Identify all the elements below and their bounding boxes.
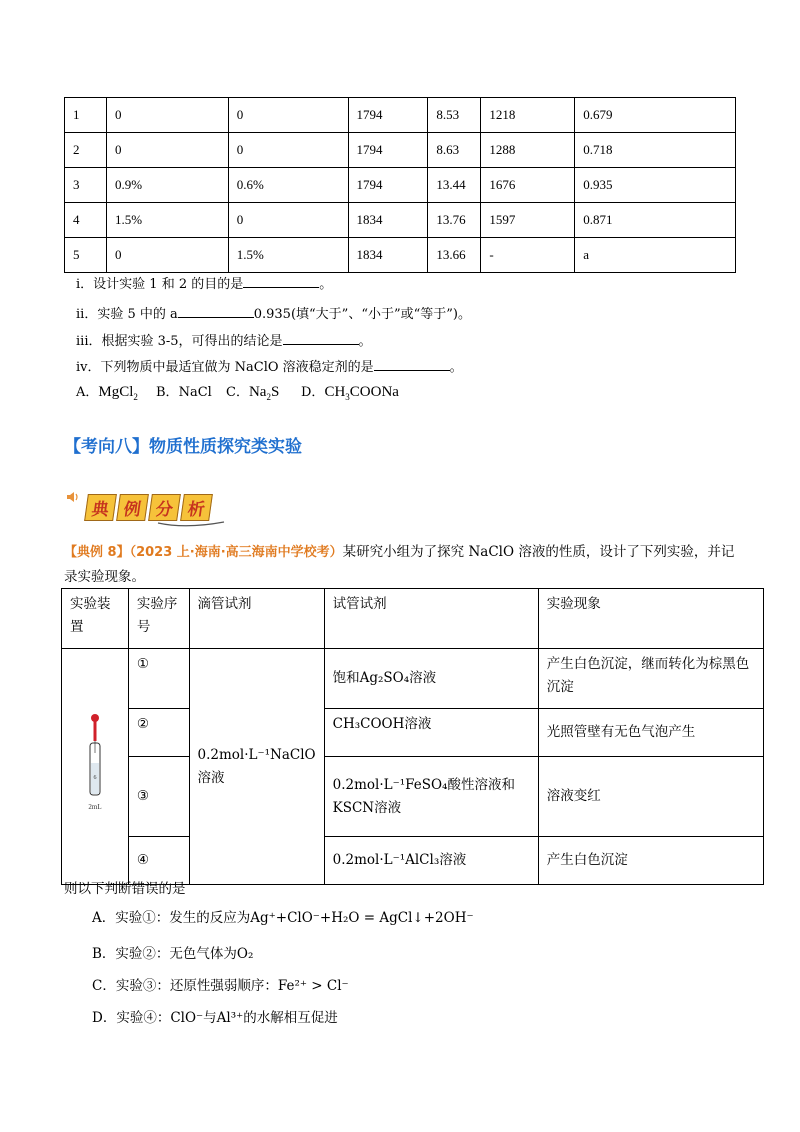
table-row [65,98,736,133]
example-intro: 【典例 8】（2023 上·海南·高三海南中学校考）某研究小组为了探究 NaClO 溶液的性质，设计了下列实验，并记录实验现象。 [64,544,735,585]
option-a: A．MgCl$_2$ [76,384,138,402]
table-cell: 1794 [348,133,428,168]
phenomenon: 产生白色沉淀 [538,837,763,885]
header-number: 实验序号 [128,589,189,649]
option-c: C．$Na_2S$ [226,384,280,402]
choice-d: D．实验④：ClO⁻与Al³⁺的水解相互促进 [92,1010,338,1026]
table-cell: 1.5% [106,203,228,238]
table-row [65,238,736,273]
banner-char: 分 [148,494,181,521]
row-number: ④ [128,837,189,885]
svg-text:6: 6 [93,774,97,781]
question-stem: 则以下判断错误的是 [64,881,186,897]
table-cell: 13.76 [428,203,481,238]
option-b: B．NaCl [156,385,212,400]
table-cell: 13.44 [428,168,481,203]
table-row [65,203,736,238]
data-table [64,97,736,273]
table-cell: 8.63 [428,133,481,168]
table-cell: 1.5% [228,238,348,273]
row-number: ① [128,649,189,709]
header-tube: 试管试剂 [324,589,538,649]
table-cell: 1288 [481,133,575,168]
table-cell: 0 [228,133,348,168]
table-cell: 1 [65,98,107,133]
row-number: ② [128,709,189,757]
apparatus-cell [62,649,129,885]
table-cell: a [575,238,736,273]
example-source: （2023 上·海南·高三海南中学校考） [129,545,343,560]
phenomenon: 产生白色沉淀，继而转化为棕黑色沉淀 [538,649,763,709]
table-cell: 0.6% [228,168,348,203]
table-cell: 1834 [348,203,428,238]
table-cell: 0 [106,238,228,273]
question-iv: iv．下列物质中最适宜做为 NaClO 溶液稳定剂的是 。 [76,360,463,375]
table-cell: 0 [106,133,228,168]
question-i: i．设计实验 1 和 2 的目的是 。 [76,277,333,292]
table-cell: 2 [65,133,107,168]
experiment-table [61,588,764,885]
question-ii: ii．实验 5 中的 a 0.935(填“大于”、“小于”或“等于”)。 [76,307,471,322]
table-cell: 0.718 [575,133,736,168]
dropper-reagent: 0.2mol·L⁻¹NaClO溶液 [189,649,324,885]
table-cell: 0 [106,98,228,133]
table-cell: 1676 [481,168,575,203]
phenomenon: 溶液变红 [538,757,763,837]
header-apparatus: 实验装置 [62,589,129,649]
tube-reagent: 0.2mol·L⁻¹FeSO₄酸性溶液和KSCN溶液 [324,757,538,837]
choice-c: C．实验③：还原性强弱顺序：Fe²⁺ > Cl⁻ [92,978,349,994]
tube-reagent: 饱和Ag₂SO₄溶液 [324,649,538,709]
table-cell: 0.935 [575,168,736,203]
table-cell: 0.679 [575,98,736,133]
table-cell: 3 [65,168,107,203]
table-row [65,168,736,203]
banner-char: 典 [84,494,117,521]
table-cell: 1794 [348,98,428,133]
table-cell: 5 [65,238,107,273]
table-cell: 0 [228,203,348,238]
banner-char: 析 [180,494,213,521]
table-cell: 0.871 [575,203,736,238]
choice-b: B．实验②：无色气体为O₂ [92,946,254,962]
table-cell: 1218 [481,98,575,133]
header-dropper: 滴管试剂 [189,589,324,649]
table-cell: 1794 [348,168,428,203]
question-iii: iii．根据实验 3-5，可得出的结论是 。 [76,334,372,349]
example-tag: 【典例 8】 [64,545,130,560]
swoosh-decoration [156,520,226,528]
table-cell: 0 [228,98,348,133]
option-d: D．$CH_3COONa$ [301,384,399,402]
table-cell: 13.66 [428,238,481,273]
table-cell: 0.9% [106,168,228,203]
section-title: 【考向八】物质性质探究类实验 [64,437,302,457]
choice-a: A．实验①：发生的反应为Ag⁺+ClO⁻+H₂O = AgCl↓+2OH⁻ [92,910,474,926]
test-tube-dropper-icon [78,713,112,813]
phenomenon: 光照管壁有无色气泡产生 [538,709,763,757]
tube-label: 2mL [88,802,102,811]
example-banner [66,488,226,528]
table-cell: 1597 [481,203,575,238]
table-row [65,133,736,168]
row-number: ③ [128,757,189,837]
speaker-icon [66,490,80,504]
table-cell: 8.53 [428,98,481,133]
table-cell: 4 [65,203,107,238]
tube-reagent: 0.2mol·L⁻¹AlCl₃溶液 [324,837,538,885]
table-cell: - [481,238,575,273]
table-cell: 1834 [348,238,428,273]
tube-reagent: CH₃COOH溶液 [324,709,538,757]
header-phenomenon: 实验现象 [538,589,763,649]
banner-char: 例 [116,494,149,521]
